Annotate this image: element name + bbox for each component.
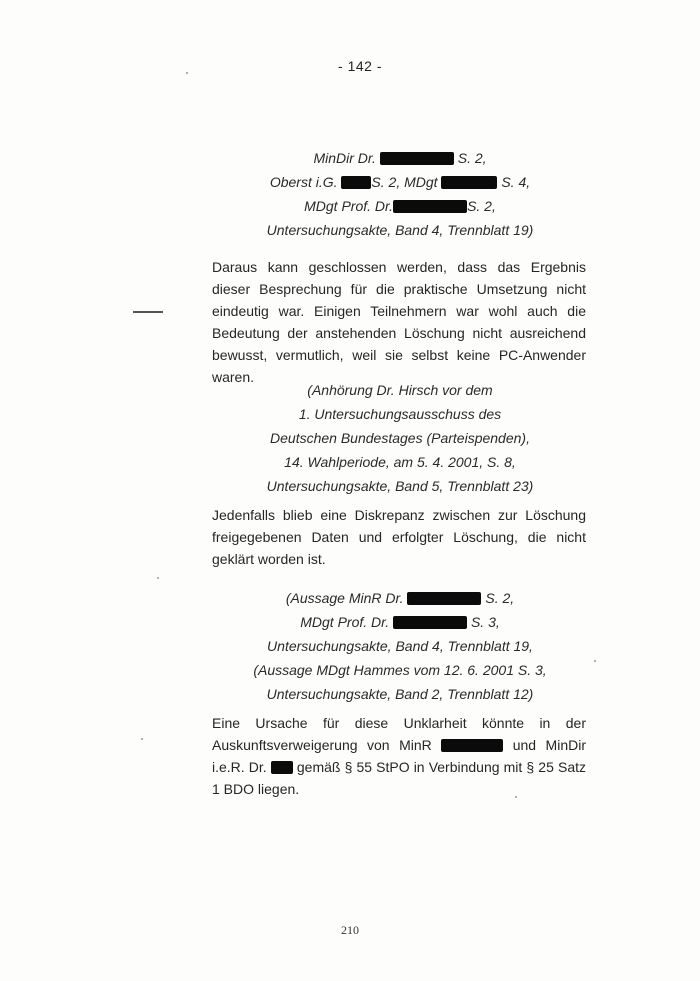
redaction-mark [441, 739, 503, 752]
page-number-bottom: 210 [341, 923, 359, 937]
scan-speck [157, 577, 159, 579]
paragraph-3: Eine Ursache für diese Unklarheit könnte in der Auskunftsverweigerung von MinR und MinDir i.e.R. Dr. gemäß § 55 StPO in Verbindung mit § 25 Satz 1 BDO liegen. [212, 715, 586, 797]
citation-3-line-3: Untersuchungsakte, Band 4, Trennblatt 19, [267, 638, 533, 654]
citation-3-line-2: MDgt Prof. Dr. S. 3, [300, 614, 500, 630]
paragraph-2: Jedenfalls blieb eine Diskrepanz zwischen zur Löschung freigegebenen Daten und erfolgter Löschung, die nicht geklärt worden ist. [212, 507, 586, 567]
citation-2-line-1: (Anhörung Dr. Hirsch vor dem [307, 382, 493, 398]
redaction-mark [271, 761, 293, 774]
redaction-mark [393, 200, 467, 213]
redaction-mark [380, 152, 454, 165]
citation-3-line-4: (Aussage MDgt Hammes vom 12. 6. 2001 S. 3, [253, 662, 547, 678]
citation-2-line-3: Deutschen Bundestages (Parteispenden), [270, 430, 530, 446]
citation-1-line-3: MDgt Prof. Dr. S. 2, [304, 198, 496, 214]
citation-3-line-5: Untersuchungsakte, Band 2, Trennblatt 12) [266, 686, 534, 702]
margin-mark [133, 311, 163, 313]
scan-speck [141, 738, 143, 740]
page-number-top: - 142 - [338, 58, 382, 74]
scan-speck [515, 796, 517, 798]
citation-2-line-5: Untersuchungsakte, Band 5, Trennblatt 23) [266, 478, 534, 494]
citation-block-1 [200, 146, 600, 242]
citation-block-2 [200, 378, 600, 498]
redaction-mark [341, 176, 371, 189]
citation-2-line-2: 1. Untersuchungsausschuss des [298, 406, 502, 422]
redaction-mark [393, 616, 467, 629]
citation-block-3 [200, 586, 600, 706]
citation-2-line-4: 14. Wahlperiode, am 5. 4. 2001, S. 8, [284, 454, 516, 470]
scan-speck [594, 660, 596, 662]
scan-speck [186, 72, 188, 74]
redaction-mark [407, 592, 481, 605]
redaction-mark [441, 176, 497, 189]
paragraph-1: Daraus kann geschlossen werden, dass das Ergebnis dieser Besprechung für die praktische Umsetzung nicht eindeutig war. Einigen Teilnehmern war wohl auch die Bedeutung der anstehenden Löschung nicht ausreichend bewusst, vermutlich, weil sie selbst keine PC-Anwender waren. [212, 259, 586, 385]
citation-1-line-2: Oberst i.G. S. 2, MDgt S. 4, [269, 174, 531, 190]
citation-1-line-1: MinDir Dr. S. 2, [313, 150, 487, 166]
citation-1-line-4: Untersuchungsakte, Band 4, Trennblatt 19) [266, 222, 534, 238]
citation-3-line-1: (Aussage MinR Dr. S. 2, [285, 590, 515, 606]
